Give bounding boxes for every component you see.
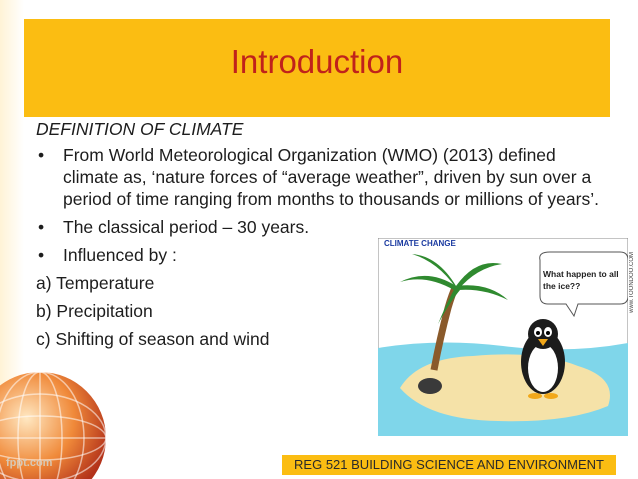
list-item: b) Precipitation <box>36 301 153 321</box>
bullet-item <box>36 216 606 238</box>
bullet-icon: • <box>38 245 45 265</box>
cartoon-credit: www.TOONDOO.COM <box>629 252 635 313</box>
definition-heading: DEFINITION OF CLIMATE <box>36 119 244 139</box>
speech-bubble-text: What happen to all the ice?? <box>543 269 619 291</box>
list-item: a) Temperature <box>36 273 155 293</box>
bullet-item <box>36 144 615 210</box>
slide-edge-decoration <box>0 0 24 400</box>
bullet-text: Influenced by : <box>63 245 177 265</box>
brand-watermark: fppt.com <box>6 457 53 469</box>
bullet-text: The classical period – 30 years. <box>63 217 310 237</box>
bullet-icon: • <box>38 145 45 165</box>
footer-bar: REG 521 BUILDING SCIENCE AND ENVIRONMENT <box>282 455 616 475</box>
list-item: c) Shifting of season and wind <box>36 329 270 349</box>
bullet-icon: • <box>38 217 45 237</box>
cartoon-title: CLIMATE CHANGE <box>384 239 456 248</box>
bullet-text: From World Meteorological Organization (WMO) (2013) defined climate as, ‘nature forces of “average weather”, driven by sun over a period of time ranging from months to thousands or millions of years’. <box>63 145 599 209</box>
slide-title: Introduction <box>230 43 404 80</box>
